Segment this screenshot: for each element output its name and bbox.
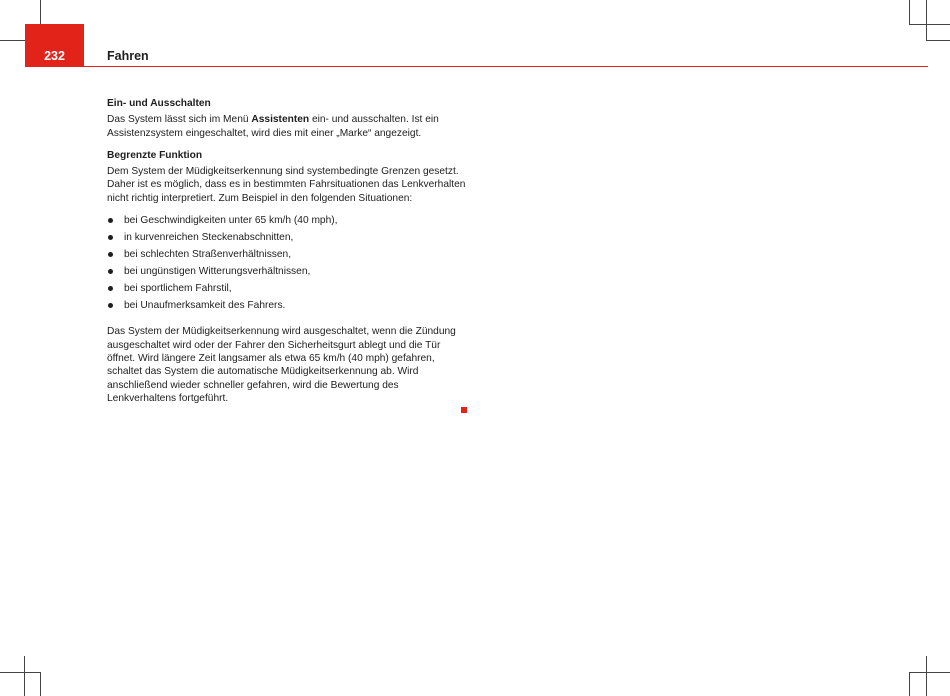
list-item	[107, 299, 467, 316]
chapter-title: Fahren	[107, 49, 149, 63]
crop-mark	[909, 672, 950, 673]
bullet-icon	[108, 235, 113, 240]
crop-mark	[926, 656, 927, 696]
section-heading-limited: Begrenzte Funktion	[107, 149, 203, 161]
bullet-icon	[108, 303, 113, 308]
limitation-list	[107, 214, 467, 315]
crop-mark	[926, 40, 950, 41]
list-item	[107, 282, 467, 299]
page-number: 232	[44, 49, 65, 63]
list-item-text: bei ungünstigen Witterungsverhältnissen,	[124, 265, 311, 277]
list-item	[107, 214, 467, 231]
header-rule	[25, 66, 928, 67]
switch-text-part2: ein- und ausschalten. Ist ein Assistenzsystem eingeschaltet, wird dies mit einer „Marke“ angezeigt.	[107, 114, 439, 139]
switch-paragraph	[107, 113, 467, 140]
list-item-text: bei Geschwindigkeiten unter 65 km/h (40 mph),	[124, 215, 338, 227]
crop-mark	[909, 672, 910, 696]
list-item-text: bei schlechten Straßenverhältnissen,	[124, 248, 292, 260]
bullet-icon	[108, 252, 113, 257]
crop-mark	[909, 0, 910, 24]
list-item-text: bei Unaufmerksamkeit des Fahrers.	[124, 299, 286, 311]
closing-paragraph: Das System der Müdigkeitserkennung wird ausgeschaltet, wenn die Zündung ausgeschaltet wird oder der Fahrer den Sicherheitsgurt ablegt und die Tür öffnet. Wird längere Zeit langsamer als etwa 65 km/h (40 mph) gefahren, schaltet das System die automatische Müdigkeitserkennung ab. Wird anschließend wieder schneller gefahren, wird die Bewertung des Lenkverhaltens fortgeführt.	[107, 326, 456, 404]
crop-mark	[40, 672, 41, 696]
list-item	[107, 231, 467, 248]
bullet-icon	[108, 269, 113, 274]
bullet-icon	[108, 286, 113, 291]
list-item-text: bei sportlichem Fahrstil,	[124, 282, 232, 294]
section-heading-switch: Ein- und Ausschalten	[107, 98, 211, 109]
list-item	[107, 248, 467, 265]
switch-text-part1: Das System lässt sich im Menü	[107, 114, 252, 126]
content-column	[107, 97, 467, 405]
bullet-icon	[108, 218, 113, 223]
list-item	[107, 265, 467, 282]
section-end-marker-icon	[461, 407, 467, 413]
menu-name-assistenten: Assistenten	[251, 114, 310, 126]
crop-mark	[24, 656, 25, 696]
crop-mark	[926, 0, 927, 40]
crop-mark	[0, 672, 40, 673]
limited-paragraph: Dem System der Müdigkeitserkennung sind systembedingte Grenzen gesetzt. Daher ist es möglich, dass es in bestimmten Fahrsituationen das Lenkverhalten nicht richtig interpretiert. Zum Beispiel in den folgenden Situationen:	[107, 166, 466, 204]
crop-mark	[0, 40, 26, 41]
list-item-text: in kurvenreichen Steckenabschnitten,	[124, 231, 294, 243]
crop-mark	[909, 24, 950, 25]
